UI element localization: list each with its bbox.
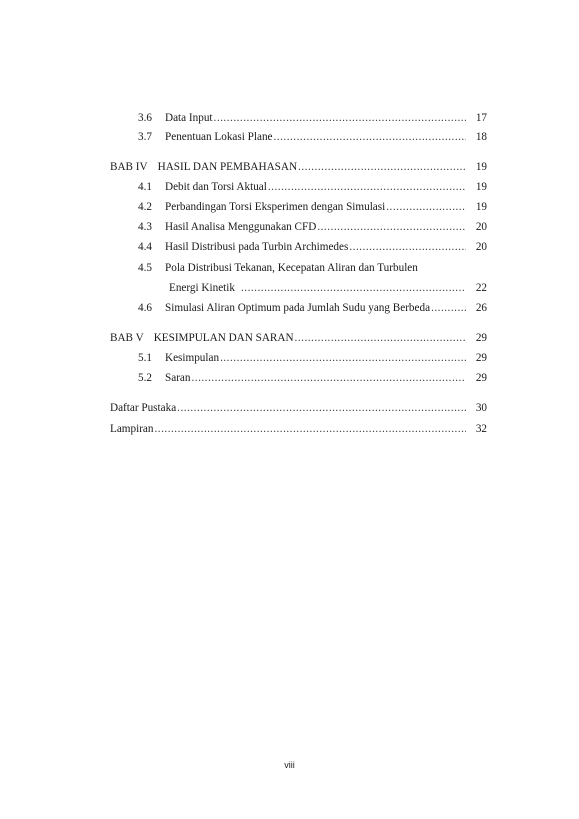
dot-leader (220, 351, 466, 365)
dot-leader (386, 200, 466, 214)
toc-entry-4-6 (138, 301, 487, 315)
toc-entry-daftar-pustaka (110, 401, 487, 415)
page-number: 30 (475, 402, 487, 414)
toc-entry-4-3 (138, 220, 487, 234)
page-number: 29 (475, 332, 487, 344)
section-title: Perbandingan Torsi Eksperimen dengan Simulasi (165, 201, 386, 213)
section-title: Hasil Distribusi pada Turbin Archimedes (165, 241, 349, 253)
toc-entry-4-2 (138, 200, 487, 214)
section-title: Pola Distribusi Tekanan, Kecepatan Aliran dan Turbulen (165, 262, 418, 274)
dot-leader (268, 180, 466, 194)
page-number: 29 (475, 372, 487, 384)
section-number: 4.3 (138, 221, 152, 233)
page-number: 20 (475, 221, 487, 233)
toc-entry-4-5-line1 (138, 261, 487, 275)
dot-leader (241, 281, 466, 295)
dot-leader (295, 331, 466, 345)
toc-entry-bab-5 (110, 331, 487, 345)
section-number: 5.2 (138, 372, 152, 384)
section-number: 4.5 (138, 262, 152, 274)
page-number: 19 (475, 181, 487, 193)
section-number: 5.1 (138, 352, 152, 364)
dot-leader (214, 111, 466, 125)
page-number: 18 (475, 131, 487, 143)
dot-leader (298, 160, 466, 174)
toc-entry-5-1 (138, 351, 487, 365)
page-number: 22 (475, 282, 487, 294)
section-number: 4.2 (138, 201, 152, 213)
dot-leader (349, 240, 466, 254)
chapter-number: BAB IV (110, 161, 148, 173)
entry-title: Daftar Pustaka (110, 402, 177, 414)
section-number: 4.1 (138, 181, 152, 193)
entry-title: Lampiran (110, 423, 154, 435)
section-number: 3.6 (138, 112, 152, 124)
section-title: Kesimpulan (165, 352, 220, 364)
dot-leader (274, 130, 467, 144)
dot-leader (431, 301, 466, 315)
page-footer-number: viii (284, 760, 295, 770)
page-number: 20 (475, 241, 487, 253)
section-number: 4.6 (138, 302, 152, 314)
section-title: Data Input (165, 112, 213, 124)
toc-entry-3-7 (138, 130, 487, 144)
toc-entry-4-4 (138, 240, 487, 254)
toc-entry-4-5-line2 (169, 281, 487, 295)
dot-leader (191, 371, 466, 385)
toc-entry-bab-4 (110, 160, 487, 174)
section-title: Penentuan Lokasi Plane (165, 131, 273, 143)
toc-entry-4-1 (138, 180, 487, 194)
page-number: 19 (475, 201, 487, 213)
page-number: 29 (475, 352, 487, 364)
page-number: 17 (475, 112, 487, 124)
dot-leader (177, 401, 466, 415)
chapter-title: KESIMPULAN DAN SARAN (153, 332, 294, 344)
toc-entry-lampiran (110, 422, 487, 436)
section-title: Hasil Analisa Menggunakan CFD (165, 221, 317, 233)
dot-leader (155, 422, 467, 436)
page-number: 19 (475, 161, 487, 173)
dot-leader (317, 220, 466, 234)
toc-entry-5-2 (138, 371, 487, 385)
chapter-title: HASIL DAN PEMBAHASAN (157, 161, 298, 173)
page-number: 32 (475, 423, 487, 435)
section-number: 4.4 (138, 241, 152, 253)
section-title-continued: Energi Kinetik (169, 282, 235, 294)
section-title: Debit dan Torsi Aktual (165, 181, 267, 193)
page-number: 26 (475, 302, 487, 314)
section-title: Simulasi Aliran Optimum pada Jumlah Sudu yang Berbeda (165, 302, 431, 314)
section-number: 3.7 (138, 131, 152, 143)
chapter-number: BAB V (110, 332, 144, 344)
section-title: Saran (165, 372, 191, 384)
toc-entry-3-6 (138, 111, 487, 125)
